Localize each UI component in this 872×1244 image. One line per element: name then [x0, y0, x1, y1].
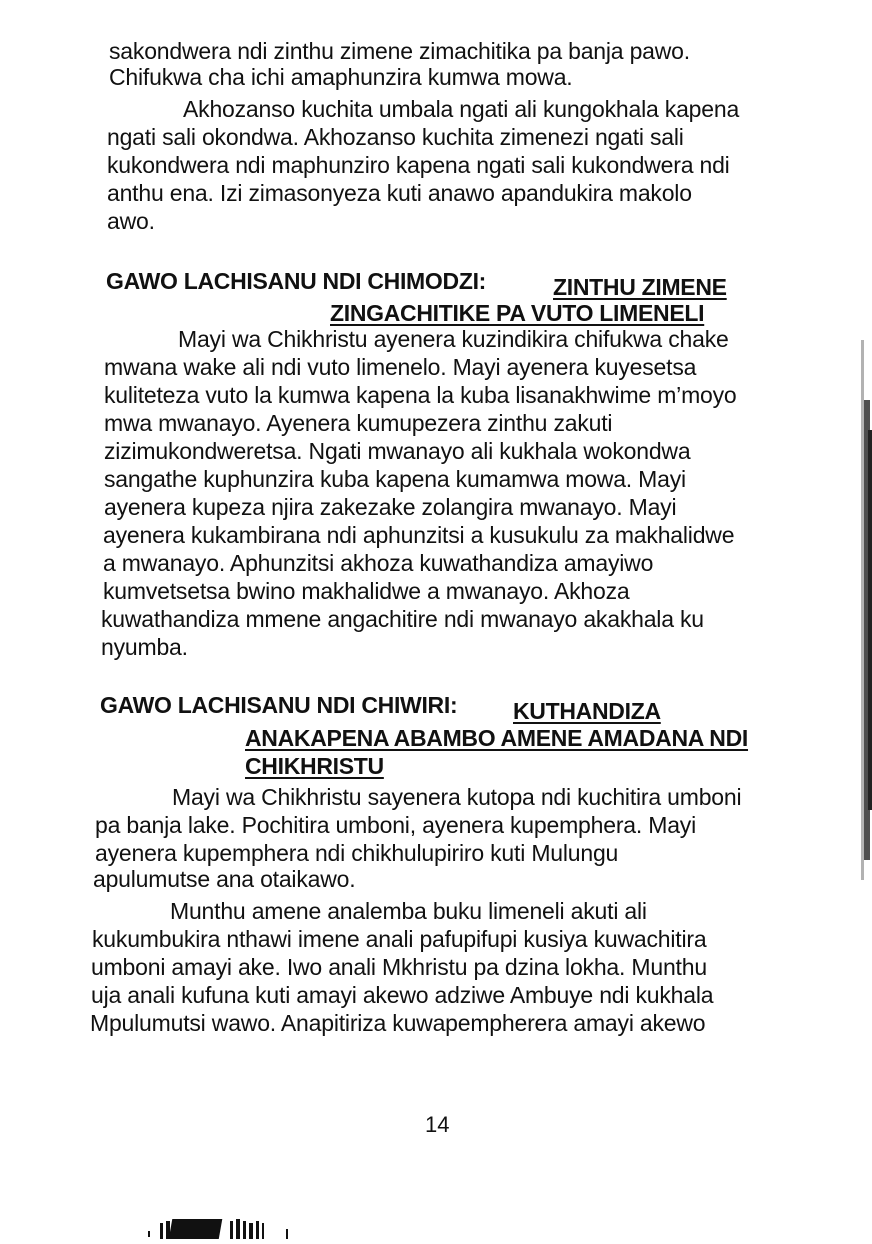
text-line: ngati sali okondwa. Akhozanso kuchita zimenezi ngati sali — [107, 124, 684, 150]
page-number: 14 — [425, 1112, 450, 1137]
text-line: kuwathandiza mmene angachitire ndi mwanayo akakhala ku — [101, 606, 704, 632]
text-line: ayenera kupemphera ndi chikhulupiriro kuti Mulungu — [95, 840, 619, 866]
section-label: GAWO LACHISANU NDI CHIMODZI: — [106, 268, 487, 294]
scan-edge-streak — [855, 340, 872, 880]
text-line: a mwanayo. Aphunzitsi akhoza kuwathandiza amayiwo — [103, 550, 654, 576]
text-line: Mayi wa Chikhristu sayenera kutopa ndi kuchitira umboni — [172, 784, 742, 810]
text-line: Akhozanso kuchita umbala ngati ali kungokhala kapena — [183, 96, 740, 122]
text-line: kukumbukira nthawi imene anali pafupifupi kusiya kuwachitira — [92, 926, 707, 952]
text-line: mwa mwanayo. Ayenera kumupezera zinthu zakuti — [104, 410, 613, 436]
section-title: ZINTHU ZIMENE — [553, 274, 727, 300]
section-label: GAWO LACHISANU NDI CHIWIRI: — [100, 692, 458, 718]
text-line: umboni amayi ake. Iwo anali Mkhristu pa dzina lokha. Munthu — [91, 954, 707, 980]
text-line: pa banja lake. Pochitira umboni, ayenera kupemphera. Mayi — [95, 812, 697, 838]
text-line: Mpulumutsi wawo. Anapitiriza kuwapempherera amayi akewo — [90, 1010, 706, 1036]
text-line: uja anali kufuna kuti amayi akewo adziwe Ambuye ndi kukhala — [91, 982, 714, 1008]
section-title: ZINGACHITIKE PA VUTO LIMENELI — [330, 300, 705, 326]
text-line: awo. — [107, 208, 155, 234]
text-line: nyumba. — [101, 634, 188, 660]
text-line: sangathe kuphunzira kuba kapena kumamwa mowa. Mayi — [104, 466, 686, 492]
text-line: kukondwera ndi maphunziro kapena ngati sali kukondwera ndi — [107, 152, 730, 178]
section-title: KUTHANDIZA — [513, 698, 661, 724]
text-line: anthu ena. Izi zimasonyeza kuti anawo apandukira makolo — [107, 180, 692, 206]
text-line: ayenera kupeza njira zakezake zolangira mwanayo. Mayi — [104, 494, 677, 520]
text-line: zizimukondweretsa. Ngati mwanayo ali kukhala wokondwa — [104, 438, 691, 464]
text-line: Chifukwa cha ichi amaphunzira kumwa mowa. — [109, 64, 573, 90]
text-line: kuliteteza vuto la kumwa kapena la kuba lisanakhwime m’moyo — [104, 382, 737, 408]
text-line: Mayi wa Chikhristu ayenera kuzindikira chifukwa chake — [178, 326, 729, 352]
section-title: CHIKHRISTU — [245, 753, 384, 779]
section-title: ANAKAPENA ABAMBO AMENE AMADANA NDI — [245, 725, 749, 751]
text-line: Munthu amene analemba buku limeneli akuti ali — [170, 898, 647, 924]
text-line: apulumutse ana otaikawo. — [93, 866, 356, 892]
scan-bottom-marks — [148, 1215, 293, 1239]
text-line: ayenera kukambirana ndi aphunzitsi a kusukulu za makhalidwe — [103, 522, 735, 548]
text-line: mwana wake ali ndi vuto limenelo. Mayi ayenera kuyesetsa — [104, 354, 697, 380]
text-line: sakondwera ndi zinthu zimene zimachitika pa banja pawo. — [109, 38, 690, 64]
text-line: kumvetsetsa bwino makhalidwe a mwanayo. Akhoza — [103, 578, 630, 604]
